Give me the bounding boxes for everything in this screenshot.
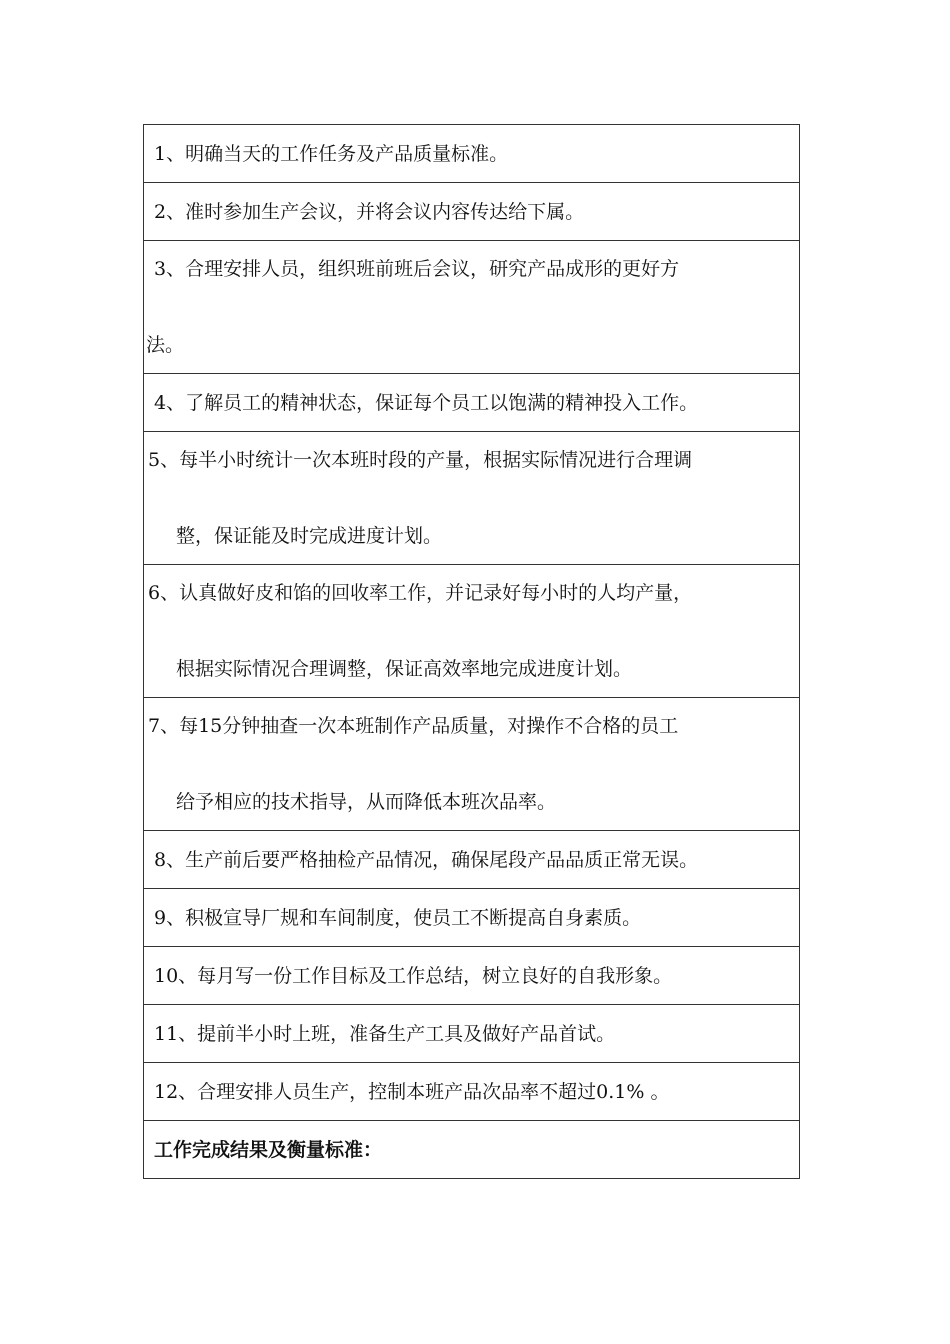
- duty-line: 6、认真做好皮和馅的回收率工作，并记录好每小时的人均产量，: [148, 582, 693, 604]
- duty-table: [143, 124, 800, 1179]
- duty-item-9: [144, 889, 800, 947]
- duty-item-6: [144, 565, 800, 698]
- table-row: [144, 1121, 800, 1179]
- duty-line: 9、积极宣导厂规和车间制度，使员工不断提高自身素质。: [154, 906, 642, 929]
- duty-line: 11、提前半小时上班，准备生产工具及做好产品首试。: [154, 1022, 616, 1045]
- table-row: [144, 831, 800, 889]
- duty-item-8: [144, 831, 800, 889]
- duty-item-5: [144, 432, 800, 565]
- table-row: [144, 698, 800, 831]
- duty-line-continued: 法。: [146, 334, 185, 356]
- duty-item-1: [144, 125, 800, 183]
- table-row: [144, 947, 800, 1005]
- table-row: [144, 1063, 800, 1121]
- duty-item-7: [144, 698, 800, 831]
- duty-line: 8、生产前后要严格抽检产品情况，确保尾段产品品质正常无误。: [154, 848, 699, 871]
- duty-item-3: [144, 241, 800, 374]
- results-heading: 工作完成结果及衡量标准：: [154, 1138, 383, 1161]
- duty-line: 7、每15分钟抽查一次本班制作产品质量，对操作不合格的员工: [148, 715, 679, 737]
- duty-item-11: [144, 1005, 800, 1063]
- table-row: [144, 432, 800, 565]
- duty-item-4: [144, 374, 800, 432]
- duty-line: 10、每月写一份工作目标及工作总结，树立良好的自我形象。: [154, 964, 673, 987]
- duty-line-continued: 根据实际情况合理调整，保证高效率地完成进度计划。: [176, 658, 633, 680]
- duty-line: 5、每半小时统计一次本班时段的产量，根据实际情况进行合理调: [148, 449, 693, 471]
- duty-line: 4、了解员工的精神状态，保证每个员工以饱满的精神投入工作。: [154, 391, 699, 414]
- table-row: [144, 374, 800, 432]
- table-row: [144, 183, 800, 241]
- table-row: [144, 241, 800, 374]
- duty-table-container: [143, 124, 800, 1179]
- table-row: [144, 1005, 800, 1063]
- duty-line: 2、准时参加生产会议，并将会议内容传达给下属。: [154, 200, 585, 223]
- duty-line: 1、明确当天的工作任务及产品质量标准。: [154, 142, 509, 165]
- duty-item-12: [144, 1063, 800, 1121]
- duty-item-2: [144, 183, 800, 241]
- table-row: [144, 889, 800, 947]
- table-row: [144, 565, 800, 698]
- results-heading-cell: [144, 1121, 800, 1179]
- table-row: [144, 125, 800, 183]
- duty-line: 3、合理安排人员，组织班前班后会议，研究产品成形的更好方: [154, 258, 680, 280]
- duty-line-continued: 整，保证能及时完成进度计划。: [176, 525, 443, 547]
- duty-line-continued: 给予相应的技术指导，从而降低本班次品率。: [176, 791, 557, 813]
- duty-item-10: [144, 947, 800, 1005]
- duty-line: 12、合理安排人员生产，控制本班产品次品率不超过0.1% 。: [154, 1080, 670, 1103]
